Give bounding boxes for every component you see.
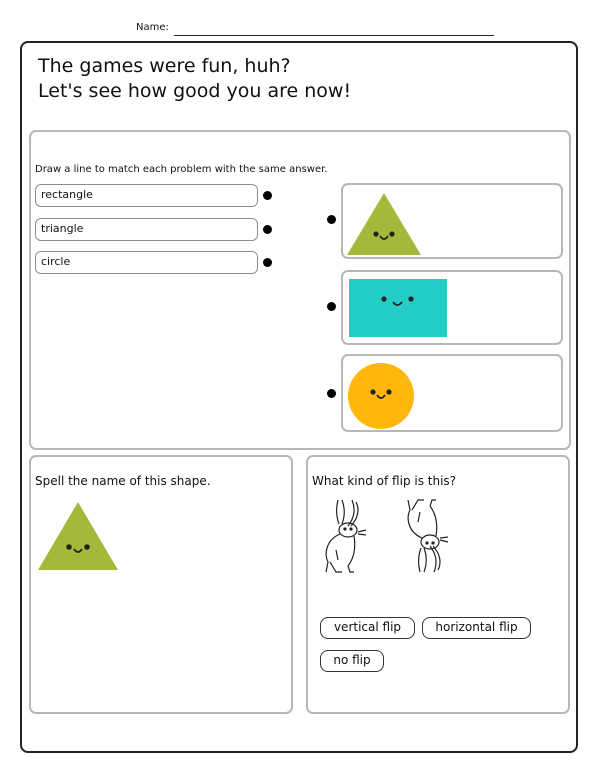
option-vertical-flip[interactable]: vertical flip [320, 617, 415, 639]
word-dot-3[interactable] [263, 258, 272, 267]
flip-panel [306, 455, 570, 714]
word-dot-1[interactable] [263, 191, 272, 200]
option-horizontal-flip[interactable]: horizontal flip [422, 617, 531, 639]
picture-dot-1[interactable] [327, 215, 336, 224]
spell-triangle-image [37, 500, 119, 572]
title-line-2: Let's see how good you are now! [38, 80, 352, 102]
rectangle-face-image [349, 279, 447, 337]
rabbit-flipped-image [400, 496, 450, 576]
word-circle[interactable]: circle [35, 251, 258, 274]
name-line[interactable] [174, 35, 494, 36]
page-title [38, 54, 351, 104]
spell-prompt: Spell the name of this shape. [35, 474, 211, 488]
title-line-1: The games were fun, huh? [38, 55, 291, 77]
flip-prompt: What kind of flip is this? [312, 474, 457, 488]
word-triangle[interactable]: triangle [35, 218, 258, 241]
matching-instruction: Draw a line to match each problem with the same answer. [35, 164, 328, 175]
name-label: Name: [136, 22, 169, 33]
word-dot-2[interactable] [263, 225, 272, 234]
picture-dot-3[interactable] [327, 389, 336, 398]
circle-face-image [347, 362, 415, 430]
word-rectangle[interactable]: rectangle [35, 184, 258, 207]
rabbit-original-image [318, 496, 368, 576]
triangle-face-image [346, 191, 422, 257]
option-no-flip[interactable]: no flip [320, 650, 384, 672]
spell-panel [29, 455, 293, 714]
picture-dot-2[interactable] [327, 302, 336, 311]
